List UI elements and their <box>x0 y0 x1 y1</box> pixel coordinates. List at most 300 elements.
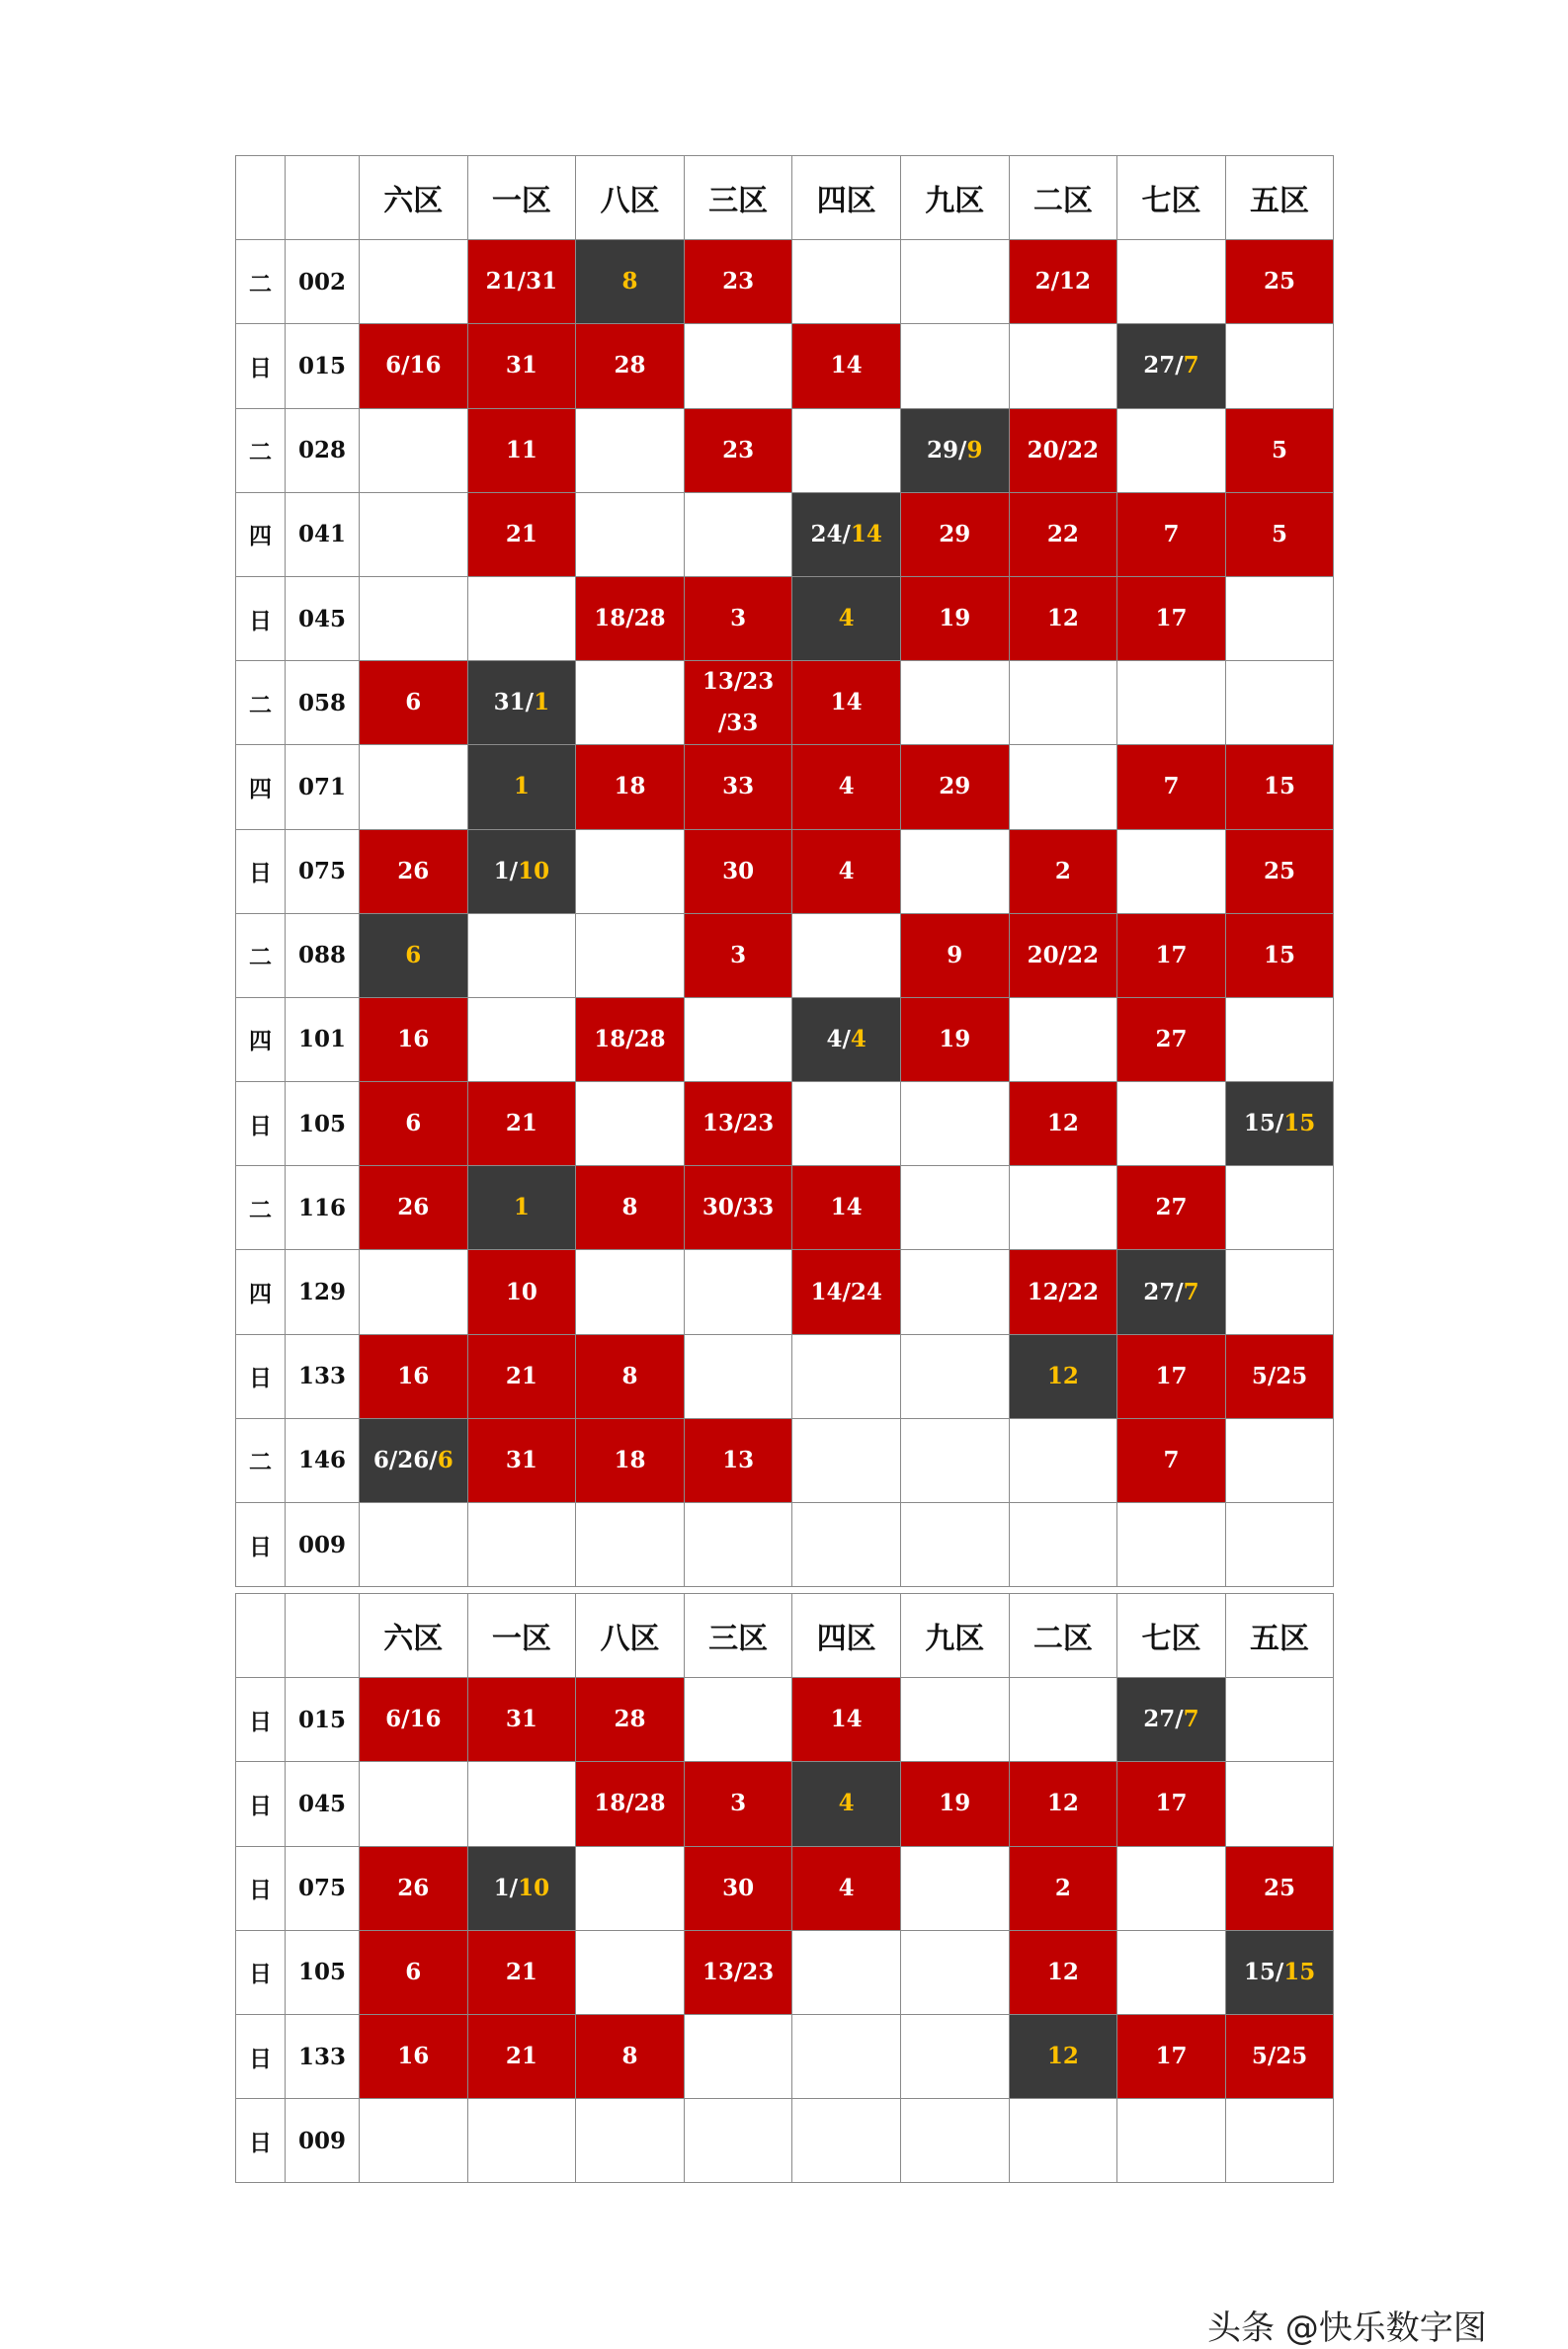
cell-value: 12 <box>1046 605 1079 632</box>
table-row <box>236 997 1334 1081</box>
cell-value: 30/33 <box>701 1194 775 1221</box>
zone-cell <box>792 1678 901 1762</box>
zone-cell <box>792 1930 901 2014</box>
cell-value: 2 <box>1054 1874 1071 1901</box>
table-row <box>236 408 1334 492</box>
zone-cell <box>1225 1166 1334 1250</box>
cell-value: 19 <box>939 605 971 632</box>
zone-cell <box>576 1166 685 1250</box>
zone-cell <box>1225 997 1334 1081</box>
cell-value: 16 <box>397 2043 430 2070</box>
zone-cell <box>684 1930 792 2014</box>
zone-cell <box>1225 745 1334 829</box>
cell-value: 21 <box>505 1110 537 1137</box>
blank-header-cell <box>286 1594 360 1678</box>
zone-cell <box>1117 576 1226 660</box>
row-number: 088 <box>286 913 360 997</box>
cell-value: 17 <box>1155 1790 1188 1817</box>
zone-cell <box>900 2099 1009 2183</box>
table-row <box>236 576 1334 660</box>
cell-value: 17 <box>1155 605 1188 632</box>
row-number: 075 <box>286 829 360 913</box>
cell-value: 21 <box>505 2043 537 2070</box>
zone-cell <box>900 1082 1009 1166</box>
row-number: 045 <box>286 576 360 660</box>
row-day: 日 <box>236 1678 286 1762</box>
zone-cell <box>576 1334 685 1418</box>
cell-value: 15 <box>1264 773 1296 800</box>
zone-header: 二区 <box>1009 156 1117 240</box>
zone-cell <box>792 829 901 913</box>
row-number: 133 <box>286 2014 360 2098</box>
zone-cell <box>360 1334 468 1418</box>
zone-cell <box>900 913 1009 997</box>
zone-cell <box>792 1846 901 1930</box>
zone-cell <box>467 324 576 408</box>
zone-cell <box>900 492 1009 576</box>
zone-cell <box>684 576 792 660</box>
cell-value: 33 <box>722 773 755 800</box>
zone-cell <box>900 1678 1009 1762</box>
blank-header-cell <box>286 156 360 240</box>
zone-cell <box>1225 1334 1334 1418</box>
row-day: 四 <box>236 997 286 1081</box>
cell-value: 5 <box>1272 520 1288 547</box>
zone-header: 一区 <box>467 156 576 240</box>
zone-cell <box>360 829 468 913</box>
zone-cell <box>792 745 901 829</box>
row-number: 071 <box>286 745 360 829</box>
blank-header-cell <box>236 156 286 240</box>
zone-cell <box>684 408 792 492</box>
cell-value: 6/16 <box>385 1706 442 1733</box>
zone-cell <box>576 576 685 660</box>
zone-cell <box>1009 1846 1117 1930</box>
zone-cell <box>1117 240 1226 324</box>
zone-header: 三区 <box>684 1594 792 1678</box>
zone-cell <box>360 240 468 324</box>
zone-header: 六区 <box>360 156 468 240</box>
zone-cell <box>360 913 468 997</box>
table-header <box>236 156 1334 240</box>
zone-header: 五区 <box>1225 1594 1334 1678</box>
row-number: 002 <box>286 240 360 324</box>
cell-value: 14 <box>830 1194 863 1221</box>
zone-cell <box>1117 997 1226 1081</box>
table-row <box>236 661 1334 745</box>
table-row <box>236 1846 1334 1930</box>
cell-value: 31 <box>505 352 537 379</box>
zone-cell <box>900 576 1009 660</box>
zone-cell <box>467 2014 576 2098</box>
zone-cell <box>1117 1250 1226 1334</box>
highlight-value: 6 <box>405 941 422 968</box>
cell-value: 17 <box>1155 1362 1188 1389</box>
zone-cell <box>1225 913 1334 997</box>
table-row <box>236 1930 1334 2014</box>
cell-value: /33 <box>717 710 759 737</box>
zone-cell <box>900 997 1009 1081</box>
cell-value: 13/23 <box>701 1110 775 1137</box>
cell-value: 27 <box>1155 1194 1188 1221</box>
zone-cell <box>684 1846 792 1930</box>
cell-value: 27 <box>1155 1025 1188 1052</box>
zone-cell <box>684 1678 792 1762</box>
row-number: 129 <box>286 1250 360 1334</box>
cell-value: 13 <box>722 1446 755 1473</box>
table-row <box>236 1678 1334 1762</box>
zone-cell <box>684 2099 792 2183</box>
row-number: 045 <box>286 1762 360 1846</box>
cell-value: 25 <box>1264 857 1296 884</box>
cell-value: 16 <box>397 1362 430 1389</box>
zone-cell <box>1009 1166 1117 1250</box>
zone-cell <box>467 1678 576 1762</box>
highlight-value: 12 <box>1046 1362 1079 1389</box>
row-number: 105 <box>286 1082 360 1166</box>
zone-cell <box>576 1082 685 1166</box>
table-row <box>236 2099 1334 2183</box>
zone-cell <box>467 1166 576 1250</box>
table-row <box>236 240 1334 324</box>
zone-cell <box>792 576 901 660</box>
zone-cell <box>792 1503 901 1587</box>
zone-table-1 <box>235 155 1334 1587</box>
zone-cell <box>1117 1762 1226 1846</box>
zone-cell <box>684 1334 792 1418</box>
zone-cell <box>792 1250 901 1334</box>
cell-value: 1/ <box>493 857 519 884</box>
cell-value: 26 <box>397 857 430 884</box>
zone-cell <box>1225 1846 1334 1930</box>
zone-cell <box>792 1762 901 1846</box>
zone-cell <box>1117 745 1226 829</box>
zone-cell <box>467 997 576 1081</box>
row-number: 075 <box>286 1846 360 1930</box>
zone-cell <box>360 997 468 1081</box>
zone-cell <box>684 1762 792 1846</box>
highlight-value: 12 <box>1046 2043 1079 2070</box>
zone-cell <box>684 829 792 913</box>
zone-cell <box>792 1334 901 1418</box>
zone-cell <box>900 1250 1009 1334</box>
zone-cell <box>900 1503 1009 1587</box>
cell-value: 23 <box>722 268 755 295</box>
zone-cell <box>576 661 685 745</box>
cell-value: 26 <box>397 1874 430 1901</box>
zone-cell <box>576 913 685 997</box>
cell-value: 15/ <box>1243 1110 1284 1137</box>
zone-cell <box>900 829 1009 913</box>
highlight-value: 14 <box>850 520 882 547</box>
cell-value: 18 <box>614 773 646 800</box>
cell-value: 4/ <box>826 1025 851 1052</box>
row-day: 日 <box>236 1846 286 1930</box>
zone-cell <box>467 1503 576 1587</box>
zone-cell <box>467 1334 576 1418</box>
cell-value: 6/16 <box>385 352 442 379</box>
zone-cell <box>900 240 1009 324</box>
zone-cell <box>360 1846 468 1930</box>
cell-value: 8 <box>621 1194 638 1221</box>
zone-cell <box>900 1166 1009 1250</box>
cell-value: 14 <box>830 1706 863 1733</box>
zone-cell <box>576 2014 685 2098</box>
zone-cell <box>1009 745 1117 829</box>
zone-cell <box>360 408 468 492</box>
row-day: 日 <box>236 1930 286 2014</box>
row-number: 028 <box>286 408 360 492</box>
zone-cell <box>1009 913 1117 997</box>
zone-cell <box>1117 1082 1226 1166</box>
zone-cell <box>467 1418 576 1502</box>
zone-cell <box>684 1082 792 1166</box>
table-row <box>236 1762 1334 1846</box>
cell-value: 31 <box>505 1706 537 1733</box>
cell-value: 12/22 <box>1027 1278 1100 1305</box>
cell-value: 7 <box>1163 773 1180 800</box>
zone-cell <box>1009 1678 1117 1762</box>
zone-cell <box>1009 1250 1117 1334</box>
zone-cell <box>360 492 468 576</box>
zone-cell <box>360 2014 468 2098</box>
table-row <box>236 1082 1334 1166</box>
highlight-value: 9 <box>966 436 983 463</box>
zone-cell <box>684 997 792 1081</box>
zone-cell <box>1117 913 1226 997</box>
zone-cell <box>1009 1503 1117 1587</box>
highlight-value: 8 <box>621 268 638 295</box>
highlight-value: 4 <box>850 1025 867 1052</box>
table-row <box>236 324 1334 408</box>
zone-cell <box>576 1762 685 1846</box>
zone-cell <box>792 661 901 745</box>
zone-header: 七区 <box>1117 1594 1226 1678</box>
zone-cell <box>576 1846 685 1930</box>
highlight-value: 10 <box>518 857 550 884</box>
zone-header: 三区 <box>684 156 792 240</box>
row-number: 133 <box>286 1334 360 1418</box>
zone-cell <box>1009 1418 1117 1502</box>
highlight-value: 6 <box>437 1446 454 1473</box>
zone-cell <box>1117 1334 1226 1418</box>
table-row <box>236 492 1334 576</box>
cell-value: 27/ <box>1143 1278 1184 1305</box>
zone-cell <box>900 1334 1009 1418</box>
table-body <box>236 240 1334 1587</box>
zone-cell <box>360 1503 468 1587</box>
zone-cell <box>1225 240 1334 324</box>
cell-value: 12 <box>1046 1958 1079 1985</box>
cell-value: 27/ <box>1143 352 1184 379</box>
row-day: 日 <box>236 1762 286 1846</box>
cell-value: 5 <box>1272 436 1288 463</box>
highlight-value: 1 <box>534 689 550 716</box>
row-day: 日 <box>236 1503 286 1587</box>
cell-value: 21/31 <box>485 268 558 295</box>
blank-header-cell <box>236 1594 286 1678</box>
zone-cell <box>467 1082 576 1166</box>
zone-cell <box>1117 2099 1226 2183</box>
row-day: 四 <box>236 492 286 576</box>
cell-value: 2 <box>1054 857 1071 884</box>
zone-cell <box>360 2099 468 2183</box>
zone-cell <box>467 1930 576 2014</box>
cell-value: 9 <box>947 941 963 968</box>
zone-cell <box>792 2014 901 2098</box>
zone-cell <box>467 576 576 660</box>
cell-value: 20/22 <box>1027 436 1100 463</box>
zone-cell <box>1117 2014 1226 2098</box>
zone-cell <box>1009 240 1117 324</box>
zone-cell <box>900 1762 1009 1846</box>
zone-cell <box>576 408 685 492</box>
zone-cell <box>900 324 1009 408</box>
zone-cell <box>1225 1678 1334 1762</box>
zone-cell <box>684 1166 792 1250</box>
zone-cell <box>576 240 685 324</box>
zone-header: 四区 <box>792 156 901 240</box>
table-row <box>236 745 1334 829</box>
row-number: 146 <box>286 1418 360 1502</box>
zone-cell <box>900 1930 1009 2014</box>
zone-cell <box>467 1846 576 1930</box>
zone-cell <box>684 492 792 576</box>
table-body <box>236 1678 1334 2183</box>
cell-value: 21 <box>505 520 537 547</box>
zone-cell <box>1009 997 1117 1081</box>
zone-cell <box>1117 492 1226 576</box>
table-row <box>236 1250 1334 1334</box>
zone-cell <box>1009 324 1117 408</box>
zone-cell <box>1009 1762 1117 1846</box>
zone-cell <box>360 1418 468 1502</box>
cell-value: 13/23 <box>701 668 775 696</box>
header-row <box>236 156 1334 240</box>
zone-cell <box>1009 661 1117 745</box>
zone-cell <box>684 745 792 829</box>
row-day: 日 <box>236 2014 286 2098</box>
zone-cell <box>1117 324 1226 408</box>
row-number: 009 <box>286 1503 360 1587</box>
zone-cell <box>1117 1418 1226 1502</box>
zone-cell <box>360 745 468 829</box>
zone-cell <box>1225 1503 1334 1587</box>
zone-header: 六区 <box>360 1594 468 1678</box>
zone-cell <box>1009 2014 1117 2098</box>
cell-value: 19 <box>939 1790 971 1817</box>
highlight-value: 7 <box>1183 1706 1199 1733</box>
zone-cell <box>1117 661 1226 745</box>
zone-cell <box>1009 1930 1117 2014</box>
zone-cell <box>576 829 685 913</box>
zone-cell <box>360 1166 468 1250</box>
cell-value: 30 <box>722 857 755 884</box>
cell-value: 27/ <box>1143 1706 1184 1733</box>
zone-cell <box>792 408 901 492</box>
zone-cell <box>792 2099 901 2183</box>
row-day: 日 <box>236 324 286 408</box>
zone-cell <box>467 745 576 829</box>
zone-cell <box>576 1930 685 2014</box>
zone-cell <box>792 913 901 997</box>
highlight-value: 10 <box>518 1874 550 1901</box>
cell-value: 5/25 <box>1251 1362 1308 1389</box>
zone-cell <box>1009 492 1117 576</box>
zone-cell <box>684 324 792 408</box>
zone-cell <box>1117 1846 1226 1930</box>
cell-value: 12 <box>1046 1790 1079 1817</box>
zone-cell <box>576 1503 685 1587</box>
zone-cell <box>1225 576 1334 660</box>
row-day: 日 <box>236 2099 286 2183</box>
zone-cell <box>1009 1334 1117 1418</box>
zone-cell <box>1009 576 1117 660</box>
zone-cell <box>684 913 792 997</box>
zone-cell <box>360 1082 468 1166</box>
cell-value: 17 <box>1155 2043 1188 2070</box>
zone-cell <box>576 1250 685 1334</box>
cell-value: 21 <box>505 1362 537 1389</box>
cell-value: 11 <box>505 436 537 463</box>
zone-cell <box>1117 408 1226 492</box>
cell-value: 8 <box>621 2043 638 2070</box>
cell-value: 23 <box>722 436 755 463</box>
zone-cell <box>792 1166 901 1250</box>
zone-cell <box>360 661 468 745</box>
row-day: 二 <box>236 913 286 997</box>
zone-cell <box>792 1082 901 1166</box>
zone-cell <box>360 324 468 408</box>
zone-cell <box>467 492 576 576</box>
cell-value: 2/12 <box>1034 268 1092 295</box>
cell-value: 24/ <box>810 520 851 547</box>
zone-cell <box>467 408 576 492</box>
zone-cell <box>1225 1082 1334 1166</box>
cell-value: 6/26/ <box>372 1446 438 1473</box>
highlight-value: 1 <box>513 773 530 800</box>
zone-cell <box>1225 492 1334 576</box>
zone-cell <box>1225 1930 1334 2014</box>
zone-cell <box>576 1418 685 1502</box>
cell-value: 25 <box>1264 268 1296 295</box>
cell-value: 8 <box>621 1362 638 1389</box>
cell-value: 14 <box>830 352 863 379</box>
zone-cell <box>900 408 1009 492</box>
cell-value: 4 <box>838 773 855 800</box>
cell-value: 14 <box>830 689 863 716</box>
row-number: 041 <box>286 492 360 576</box>
row-number: 101 <box>286 997 360 1081</box>
zone-cell <box>576 2099 685 2183</box>
zone-cell <box>576 492 685 576</box>
highlight-value: 15 <box>1283 1958 1316 1985</box>
zone-cell <box>1225 661 1334 745</box>
cell-value: 26 <box>397 1194 430 1221</box>
cell-value: 1/ <box>493 1874 519 1901</box>
cell-value: 29/ <box>927 436 967 463</box>
cell-value: 3 <box>730 941 747 968</box>
zone-cell <box>792 1418 901 1502</box>
cell-value: 18 <box>614 1446 646 1473</box>
zone-cell <box>576 1678 685 1762</box>
cell-value: 7 <box>1163 1446 1180 1473</box>
zone-cell <box>1225 1250 1334 1334</box>
cell-value: 31 <box>505 1446 537 1473</box>
zone-cell <box>1009 1082 1117 1166</box>
cell-value: 19 <box>939 1025 971 1052</box>
zone-cell <box>1117 829 1226 913</box>
